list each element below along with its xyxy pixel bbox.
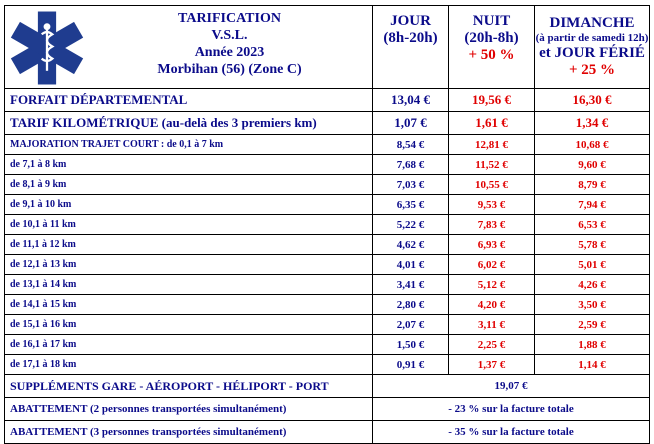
value-jour: 1,50 €: [373, 335, 449, 355]
page-title: [91, 10, 368, 78]
row-label: de 11,1 à 12 km: [5, 235, 373, 255]
table-row: [5, 112, 650, 135]
value-nuit: 7,83 €: [449, 215, 535, 235]
value-nuit: 19,56 €: [449, 89, 535, 112]
table-row: [5, 295, 650, 315]
table-row: [5, 335, 650, 355]
table-row: [5, 215, 650, 235]
row-label: de 16,1 à 17 km: [5, 335, 373, 355]
table-row: [5, 315, 650, 335]
nuit-label: NUIT: [472, 13, 511, 29]
tariff-sheet: [4, 5, 649, 444]
star-of-life-icon: [9, 10, 85, 86]
value-dimanche: 16,30 €: [535, 89, 650, 112]
row-label: FORFAIT DÉPARTEMENTAL: [5, 89, 373, 112]
jour-label: JOUR: [390, 13, 431, 29]
table-row: [5, 235, 650, 255]
supplements-label: SUPPLÉMENTS GARE - AÉROPORT - HÉLIPORT - PORT: [5, 375, 373, 398]
row-label: de 15,1 à 16 km: [5, 315, 373, 335]
value-jour: 5,22 €: [373, 215, 449, 235]
col-header-jour: [373, 6, 449, 89]
table-row: [5, 175, 650, 195]
value-dimanche: 10,68 €: [535, 135, 650, 155]
row-label: de 12,1 à 13 km: [5, 255, 373, 275]
value-jour: 0,91 €: [373, 355, 449, 375]
value-jour: 2,80 €: [373, 295, 449, 315]
value-nuit: 2,25 €: [449, 335, 535, 355]
table-row: [5, 255, 650, 275]
value-dimanche: 1,14 €: [535, 355, 650, 375]
value-jour: 2,07 €: [373, 315, 449, 335]
title-line: Année 2023: [194, 45, 265, 60]
table-row: [5, 155, 650, 175]
row-label: de 17,1 à 18 km: [5, 355, 373, 375]
value-nuit: 1,61 €: [449, 112, 535, 135]
row-label: de 8,1 à 9 km: [5, 175, 373, 195]
value-nuit: 6,93 €: [449, 235, 535, 255]
table-row: [5, 195, 650, 215]
abattement-row: [5, 421, 650, 444]
value-jour: 13,04 €: [373, 89, 449, 112]
title-cell: [5, 6, 373, 89]
title-line: TARIFICATION: [178, 11, 281, 26]
value-nuit: 5,12 €: [449, 275, 535, 295]
value-dimanche: 3,50 €: [535, 295, 650, 315]
value-nuit: 11,52 €: [449, 155, 535, 175]
dimanche-label2: et JOUR FÉRIÉ: [539, 45, 645, 61]
value-jour: 8,54 €: [373, 135, 449, 155]
tariff-table: [4, 5, 650, 444]
col-header-nuit: [449, 6, 535, 89]
abattement-row: [5, 398, 650, 421]
value-jour: 7,68 €: [373, 155, 449, 175]
row-label: TARIF KILOMÉTRIQUE (au-delà des 3 premiers km): [5, 112, 373, 135]
dimanche-extra: + 25 %: [568, 62, 616, 78]
value-jour: 4,01 €: [373, 255, 449, 275]
table-row: [5, 89, 650, 112]
jour-hours: (8h-20h): [383, 30, 438, 46]
value-nuit: 3,11 €: [449, 315, 535, 335]
value-dimanche: 9,60 €: [535, 155, 650, 175]
col-header-dimanche: [535, 6, 650, 89]
table-row: [5, 355, 650, 375]
table-row: [5, 135, 650, 155]
value-nuit: 12,81 €: [449, 135, 535, 155]
abattement-value: - 23 % sur la facture totale: [373, 398, 650, 421]
row-label: de 14,1 à 15 km: [5, 295, 373, 315]
abattement-label: ABATTEMENT (3 personnes transportées simultanément): [5, 421, 373, 444]
value-dimanche: 1,34 €: [535, 112, 650, 135]
value-dimanche: 7,94 €: [535, 195, 650, 215]
supplements-value: 19,07 €: [373, 375, 650, 398]
abattement-label: ABATTEMENT (2 personnes transportées simultanément): [5, 398, 373, 421]
value-dimanche: 6,53 €: [535, 215, 650, 235]
value-jour: 4,62 €: [373, 235, 449, 255]
value-nuit: 4,20 €: [449, 295, 535, 315]
row-label: de 9,1 à 10 km: [5, 195, 373, 215]
dimanche-note: (à partir de samedi 12h): [535, 32, 649, 44]
row-label: MAJORATION TRAJET COURT : de 0,1 à 7 km: [5, 135, 373, 155]
title-line: V.S.L.: [211, 28, 248, 43]
abattement-value: - 35 % sur la facture totale: [373, 421, 650, 444]
value-nuit: 6,02 €: [449, 255, 535, 275]
nuit-hours: (20h-8h): [464, 30, 519, 46]
header-row: [5, 6, 650, 89]
value-dimanche: 4,26 €: [535, 275, 650, 295]
value-dimanche: 1,88 €: [535, 335, 650, 355]
row-label: de 7,1 à 8 km: [5, 155, 373, 175]
supplements-row: [5, 375, 650, 398]
value-dimanche: 8,79 €: [535, 175, 650, 195]
table-row: [5, 275, 650, 295]
title-line: Morbihan (56) (Zone C): [157, 62, 302, 77]
dimanche-label: DIMANCHE: [549, 15, 635, 31]
value-dimanche: 5,01 €: [535, 255, 650, 275]
value-nuit: 10,55 €: [449, 175, 535, 195]
row-label: de 13,1 à 14 km: [5, 275, 373, 295]
value-dimanche: 2,59 €: [535, 315, 650, 335]
value-jour: 1,07 €: [373, 112, 449, 135]
nuit-extra: + 50 %: [468, 47, 515, 63]
value-nuit: 1,37 €: [449, 355, 535, 375]
value-jour: 6,35 €: [373, 195, 449, 215]
value-nuit: 9,53 €: [449, 195, 535, 215]
value-jour: 3,41 €: [373, 275, 449, 295]
row-label: de 10,1 à 11 km: [5, 215, 373, 235]
value-dimanche: 5,78 €: [535, 235, 650, 255]
value-jour: 7,03 €: [373, 175, 449, 195]
